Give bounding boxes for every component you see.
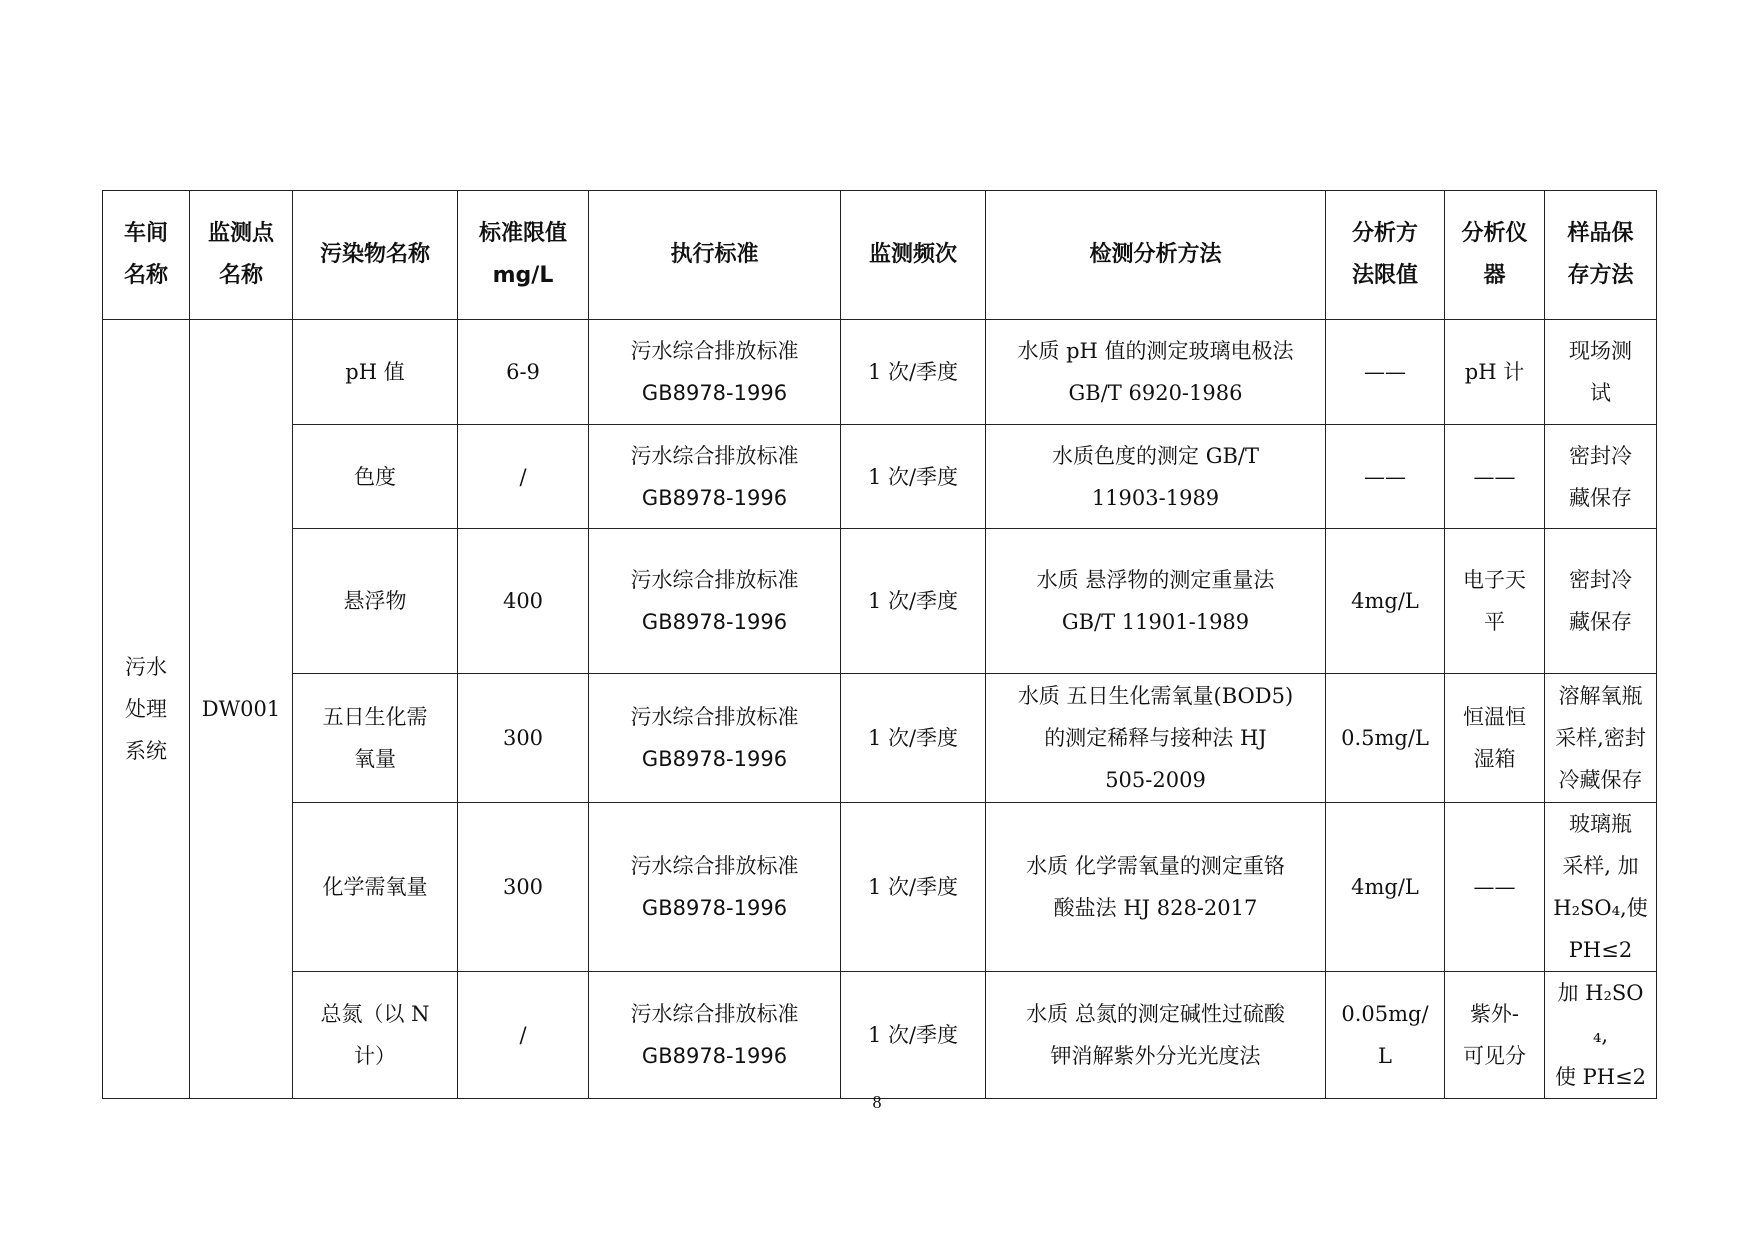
monitoring-table <box>102 190 1657 1099</box>
cell-line: GB8978-1996 <box>641 896 788 920</box>
header-limit: 标准限值 mg/L <box>458 191 589 320</box>
cell-line: 密封冷 <box>1569 568 1632 592</box>
cell-line: GB/T 6920-1986 <box>1068 381 1243 405</box>
cell-method-limit <box>1326 803 1445 972</box>
cell-instrument <box>1445 803 1545 972</box>
table-row <box>103 529 1657 674</box>
cell-method <box>986 529 1326 674</box>
cell-frequency: 1 次/季度 <box>841 320 986 425</box>
header-standard: 执行标准 <box>589 191 841 320</box>
cell-line: 玻璃瓶 <box>1569 812 1632 836</box>
cell-preservation <box>1545 425 1657 529</box>
cell-line: 水质 化学需氧量的测定重铬 <box>1026 854 1285 878</box>
cell-pollutant <box>293 803 458 972</box>
cell-line: GB8978-1996 <box>641 1044 788 1068</box>
cell-instrument <box>1445 674 1545 803</box>
cell-line: 水质 五日生化需氧量(BOD5) <box>1017 684 1294 708</box>
cell-line: GB8978-1996 <box>641 485 788 510</box>
cell-pollutant <box>293 972 458 1099</box>
cell-method <box>986 674 1326 803</box>
cell-line: 水质色度的测定 GB/T <box>1052 443 1259 468</box>
cell-line: 污水综合排放标准 <box>630 705 799 729</box>
cell-line: 电子天 <box>1463 568 1526 592</box>
cell-instrument <box>1445 529 1545 674</box>
page-number: 8 <box>872 1092 882 1112</box>
cell-frequency: 1 次/季度 <box>841 674 986 803</box>
cell-limit: 300 <box>458 803 589 972</box>
cell-line: L <box>1378 1044 1392 1068</box>
cell-line: 氧量 <box>354 747 396 771</box>
cell-line: 五日生化需 <box>322 705 428 729</box>
cell-limit: 300 <box>458 674 589 803</box>
cell-line: 水质 pH 值的测定玻璃电极法 <box>1017 339 1294 363</box>
cell-pollutant <box>293 425 458 529</box>
cell-limit: 6-9 <box>458 320 589 425</box>
cell-line: 酸盐法 HJ 828-2017 <box>1053 896 1258 920</box>
cell-line: 水质 悬浮物的测定重量法 <box>1036 568 1275 592</box>
cell-method-limit <box>1326 320 1445 425</box>
cell-line: 4mg/L <box>1351 589 1419 613</box>
cell-line: 藏保存 <box>1569 485 1632 510</box>
cell-line: —— <box>1364 360 1406 384</box>
cell-line: 化学需氧量 <box>322 875 428 899</box>
cell-preservation <box>1545 529 1657 674</box>
cell-pollutant <box>293 320 458 425</box>
cell-frequency: 1 次/季度 <box>841 803 986 972</box>
cell-standard <box>589 803 841 972</box>
cell-line: 密封冷 <box>1569 443 1632 468</box>
cell-line: 水质 总氮的测定碱性过硫酸 <box>1026 1002 1285 1026</box>
cell-preservation <box>1545 803 1657 972</box>
cell-standard <box>589 425 841 529</box>
cell-standard <box>589 529 841 674</box>
cell-line: 505-2009 <box>1105 768 1206 792</box>
cell-standard <box>589 972 841 1099</box>
cell-frequency: 1 次/季度 <box>841 972 986 1099</box>
cell-line: 采样, 加 <box>1562 854 1639 878</box>
cell-line: 系统 <box>125 739 167 763</box>
cell-line: 使 PH≤2 <box>1554 1065 1647 1089</box>
cell-method <box>986 425 1326 529</box>
cell-workshop <box>103 320 190 1099</box>
cell-line: pH 值 <box>345 360 405 384</box>
cell-line: GB8978-1996 <box>641 381 788 405</box>
cell-line: 试 <box>1590 381 1611 405</box>
cell-limit: / <box>458 425 589 529</box>
header-method-limit: 分析方 法限值 <box>1326 191 1445 320</box>
cell-line: 平 <box>1484 610 1505 634</box>
cell-line: 污水 <box>125 655 167 679</box>
header-pollutant: 污染物名称 <box>293 191 458 320</box>
cell-standard <box>589 320 841 425</box>
cell-line: 11903-1989 <box>1091 485 1220 510</box>
header-workshop: 车间 名称 <box>103 191 190 320</box>
header-method: 检测分析方法 <box>986 191 1326 320</box>
cell-line: 溶解氧瓶 <box>1558 684 1643 708</box>
cell-line: GB8978-1996 <box>641 610 788 634</box>
cell-line: GB/T 11901-1989 <box>1061 610 1250 634</box>
cell-line: 0.5mg/L <box>1341 726 1429 750</box>
cell-line: 加 H₂SO₄, <box>1557 981 1644 1047</box>
header-frequency: 监测频次 <box>841 191 986 320</box>
header-row <box>103 191 1657 320</box>
table-row <box>103 803 1657 972</box>
cell-pollutant <box>293 674 458 803</box>
cell-line: 污水综合排放标准 <box>630 339 799 363</box>
cell-limit: 400 <box>458 529 589 674</box>
cell-line: —— <box>1364 464 1406 489</box>
cell-line: GB8978-1996 <box>641 747 788 771</box>
cell-line: 藏保存 <box>1569 610 1632 634</box>
cell-limit: / <box>458 972 589 1099</box>
cell-method <box>986 320 1326 425</box>
cell-line: —— <box>1473 464 1516 489</box>
cell-instrument <box>1445 320 1545 425</box>
cell-line: 的测定稀释与接种法 HJ <box>1044 726 1267 750</box>
cell-line: H₂SO₄,使 <box>1553 896 1648 920</box>
cell-line: 0.05mg/ <box>1341 1002 1429 1026</box>
cell-method-limit <box>1326 529 1445 674</box>
header-preservation: 样品保 存方法 <box>1545 191 1657 320</box>
cell-frequency: 1 次/季度 <box>841 529 986 674</box>
cell-line: 冷藏保存 <box>1558 768 1643 792</box>
cell-line: 计） <box>354 1044 396 1068</box>
cell-line: 恒温恒 <box>1463 705 1526 729</box>
cell-line: 污水综合排放标准 <box>630 568 799 592</box>
cell-method-limit <box>1326 425 1445 529</box>
cell-line: 处理 <box>125 697 167 721</box>
cell-method <box>986 972 1326 1099</box>
cell-standard <box>589 674 841 803</box>
cell-line: 总氮（以 N <box>320 1002 430 1026</box>
cell-line: 可见分 <box>1463 1044 1526 1068</box>
cell-preservation <box>1545 972 1657 1099</box>
cell-line: 污水综合排放标准 <box>630 1002 799 1026</box>
cell-line: 湿箱 <box>1473 747 1516 771</box>
cell-line: 紫外- <box>1469 1002 1520 1026</box>
cell-pollutant <box>293 529 458 674</box>
cell-instrument <box>1445 972 1545 1099</box>
cell-line: —— <box>1473 875 1516 899</box>
cell-preservation <box>1545 674 1657 803</box>
cell-method-limit <box>1326 972 1445 1099</box>
cell-instrument <box>1445 425 1545 529</box>
table-row <box>103 320 1657 425</box>
cell-line: PH≤2 <box>1568 938 1633 962</box>
cell-line: 悬浮物 <box>343 589 407 613</box>
cell-monitoring-point: DW001 <box>190 320 293 1099</box>
cell-line: 污水综合排放标准 <box>630 443 799 468</box>
cell-line: 现场测 <box>1569 339 1632 363</box>
cell-line: pH 计 <box>1464 360 1525 384</box>
cell-line: 4mg/L <box>1351 875 1419 899</box>
cell-method <box>986 803 1326 972</box>
cell-line: 色度 <box>354 464 396 489</box>
table-row <box>103 425 1657 529</box>
cell-preservation <box>1545 320 1657 425</box>
cell-method-limit <box>1326 674 1445 803</box>
cell-frequency: 1 次/季度 <box>841 425 986 529</box>
cell-line: 钾消解紫外分光光度法 <box>1050 1044 1261 1068</box>
cell-line: 采样,密封 <box>1555 726 1646 750</box>
header-monitoring-point: 监测点 名称 <box>190 191 293 320</box>
header-instrument: 分析仪 器 <box>1445 191 1545 320</box>
table-row <box>103 674 1657 803</box>
table-row <box>103 972 1657 1099</box>
cell-line: 污水综合排放标准 <box>630 854 799 878</box>
